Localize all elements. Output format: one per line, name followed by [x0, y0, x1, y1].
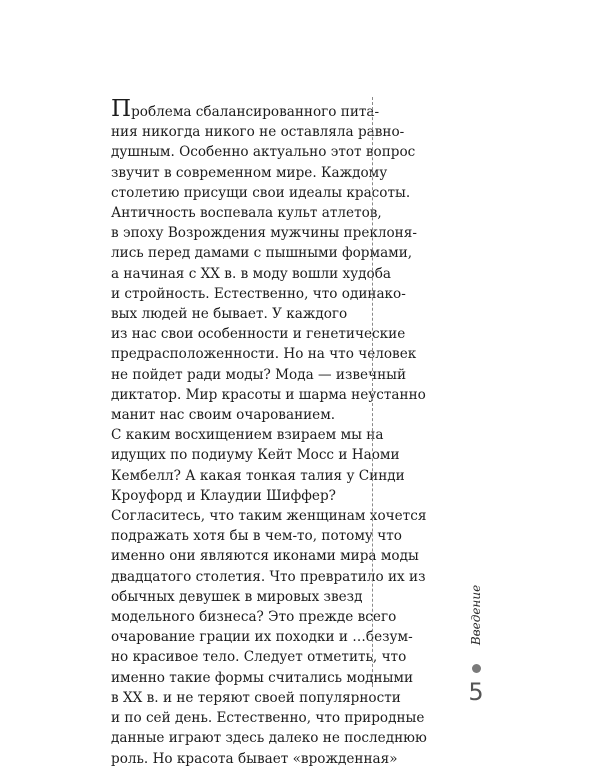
text-line: вых людей не бывает. У каждого	[111, 306, 348, 323]
first-line-text: роблема сбалансированного пита-	[131, 104, 380, 120]
text-line: именно они являются иконами мира моды	[111, 548, 419, 565]
text-line: душным. Особенно актуально этот вопрос	[111, 144, 416, 161]
text-line: Кроуфорд и Клаудии Шиффер?	[111, 487, 336, 504]
text-line: роль. Но красота бывает «врожденная»	[111, 750, 398, 767]
bullet-dot-icon	[472, 664, 481, 673]
text-line: но красивое тело. Следует отметить, что	[111, 649, 407, 666]
text-line: манит нас своим очарованием.	[111, 407, 336, 424]
section-label	[468, 580, 484, 650]
text-line: а начиная с XX в. в моду вошли худоба	[111, 265, 392, 282]
text-line: идущих по подиуму Кейт Мосс и Наоми	[111, 447, 400, 464]
text-line: в эпоху Возрождения мужчины преклоня-	[111, 225, 417, 242]
paragraph-first-line	[111, 96, 380, 122]
text-line: очарование грации их походки и …безум-	[111, 629, 413, 646]
text-line: диктатор. Мир красоты и шарма неустанно	[111, 386, 426, 403]
body-text	[111, 96, 427, 769]
text-line: и стройность. Естественно, что одинако-	[111, 285, 406, 302]
text-line: столетию присущи свои идеалы красоты.	[111, 184, 411, 201]
text-line: Кембелл? А какая тонкая талия у Синди	[111, 467, 405, 484]
text-line: С каким восхищением взираем мы на	[111, 427, 384, 444]
dashed-divider	[372, 97, 373, 687]
text-line: не пойдет ради моды? Мода — извечный	[111, 366, 407, 383]
text-line: звучит в современном мире. Каждому	[111, 164, 388, 181]
text-line: из нас свои особенности и генетические	[111, 326, 406, 343]
drop-cap: П	[111, 96, 132, 122]
text-line: обычных девушек в мировых звезд	[111, 588, 363, 605]
page-number: 5	[468, 678, 484, 706]
text-line: именно такие формы считались модными	[111, 669, 414, 686]
text-line: лись перед дамами с пышными формами,	[111, 245, 413, 262]
text-line: модельного бизнеса? Это прежде всего	[111, 609, 397, 626]
text-line: ния никогда никого не оставляла равно-	[111, 124, 405, 141]
text-line: в XX в. и не теряют своей популярности	[111, 689, 401, 706]
text-line: Античность воспевала культ атлетов,	[111, 205, 382, 222]
section-label-text: Введение	[469, 584, 484, 646]
text-line: Согласитесь, что таким женщинам хочется	[111, 508, 427, 525]
text-line: данные играют здесь далеко не последнюю	[111, 730, 427, 747]
text-line: двадцатого столетия. Что превратило их из	[111, 568, 426, 585]
text-line: предрасположенности. Но на что человек	[111, 346, 417, 363]
text-line: и по сей день. Естественно, что природные	[111, 710, 425, 727]
text-line: подражать хотя бы в чем-то, потому что	[111, 528, 402, 545]
